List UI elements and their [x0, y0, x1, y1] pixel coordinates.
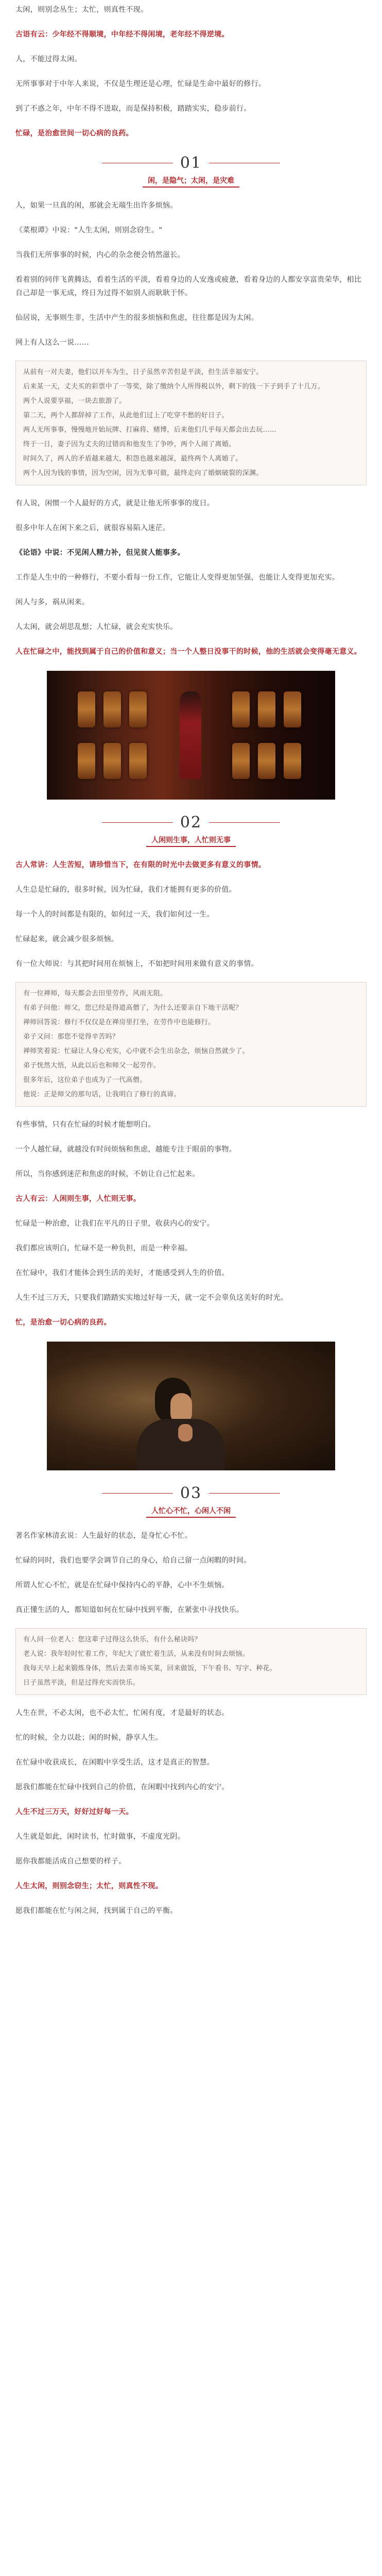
paragraph: 网上有人这么一说……: [15, 338, 89, 347]
photo-figure: [180, 691, 201, 779]
paragraph: 人太闲，就会胡思乱想；人忙碌，就会充实快乐。: [15, 623, 178, 631]
quote-line: 禅师笑着说：忙碌让人身心充实，心中就不会生出杂念，烦恼自然就少了。: [23, 1047, 249, 1055]
paragraph: 人生就是如此，闲时读书，忙时做事，不虚度光阴。: [15, 1833, 185, 1841]
section2-paras-b: [15, 1118, 367, 1329]
paragraph: 愿你我都能活成自己想要的样子。: [15, 1857, 126, 1866]
quote-line: 后来某一天，丈夫买的彩票中了一等奖，除了缴纳个人所得税以外，剩下的钱一下子到手了十几万。: [23, 383, 325, 391]
quote-line: 弟子又问：那您不觉得辛苦吗？: [23, 1033, 119, 1041]
paragraph: 当我们无所事事的时候，内心的杂念便会悄然滋长。: [15, 251, 185, 259]
paragraph-highlight: 忙，是治愈一切心病的良药。: [15, 1318, 111, 1327]
story-quote-box: [15, 361, 367, 485]
photo-praying-woman: [47, 1342, 335, 1470]
paragraph: 有一位大师说：与其把时间用在烦恼上，不如把时间用来做有意义的事情。: [15, 960, 258, 968]
paragraph: 很多中年人在闲下来之后，就很容易陷入迷茫。: [15, 524, 170, 532]
quote-line: 两人无所事事，慢慢地开始玩牌、打麻将、赌博，后来他们几乎每天都会出去玩……: [23, 426, 277, 434]
quote-line: 禅师回答说：修行不仅仅是在禅房里打坐，在劳作中也能修行。: [23, 1019, 215, 1026]
paragraph: 人生总是忙碌的，很多时候，因为忙碌，我们才能拥有更多的价值。: [15, 886, 236, 894]
section3-paras-b: [15, 1706, 367, 1918]
section-subtitle: 人忙心不忙，心闲人不闲: [146, 1503, 236, 1518]
quote-line: 很多年后，这位弟子也成为了一代高僧。: [23, 1076, 147, 1084]
divider-line: [209, 1493, 280, 1494]
paragraph: 真正懂生活的人，都知道如何在忙碌中找到平衡，在紧张中寻找快乐。: [15, 1606, 244, 1614]
quote-line: 弟子恍然大悟，从此以后也和师父一起劳作。: [23, 1062, 161, 1070]
article-body: [0, 3, 382, 1918]
paragraph: 闲人与多，祸从闲来。: [15, 598, 89, 606]
paragraph: 有人说，闲惯一个人最好的方式，就是让他无所事事的度日。: [15, 499, 215, 507]
quote-line: 日子虽然平淡，但是过得充实而快乐。: [23, 1679, 140, 1687]
paragraph: 忙碌的同时，我们也要学会调节自己的身心，给自己留一点闲暇的时间。: [15, 1556, 251, 1565]
paragraph: 所以，当你感到迷茫和焦虑的时候，不妨让自己忙起来。: [15, 1170, 200, 1178]
paragraph: 人，如果一旦真的闲，那就会无端生出许多烦恼。: [15, 201, 178, 210]
paragraph: 看着别的同伴飞黄腾达，看着生活的平淡，看着身边的人安逸或疲惫，看着身边的人都安享富贵荣华，相比自己却是一事无成，终日为过得不如别人而耿耿于怀。: [15, 276, 362, 297]
section-header-01: [15, 152, 367, 188]
paragraph: 每一个人的时间都是有限的，如何过一天，我们如何过一生。: [15, 910, 215, 919]
paragraph-highlight: 人生太闲，则别念窃生；太忙，则真性不现。: [15, 1882, 163, 1890]
paragraph: 在忙碌中，我们才能体会到生活的美好，才能感受到人生的价值。: [15, 1269, 229, 1277]
paragraph: 工作是人生中的一种修行，不要小看每一份工作，它能让人变得更加坚强，也能让人变得更加充实。: [15, 573, 340, 582]
quote-line: 第二天，两个人都辞掉了工作，从此他们过上了吃穿不愁的好日子。: [23, 412, 229, 419]
paragraph: 仙居说，无事则生非，生活中产生的很多烦恼和焦虑，往往都是因为太闲。: [15, 314, 258, 322]
paragraph-highlight: 古人常讲：人生苦短，请珍惜当下，在有限的时光中去做更多有意义的事情。: [15, 861, 266, 869]
story-quote-box: [15, 1628, 367, 1695]
quote-line: 时间久了，两人的矛盾越来越大，积怨也越来越深，最终两个人离婚了。: [23, 455, 242, 463]
paragraph: 有些事情，只有在忙碌的时候才能想明白。: [15, 1121, 155, 1129]
paragraph-highlight: 人在忙碌之中，能找到属于自己的价值和意义；当一个人整日没事干的时候，他的生活就会变得毫无意义。: [15, 648, 362, 656]
paragraph: 愿我们都能在忙碌中找到自己的价值，在闲暇中找到内心的安宁。: [15, 1783, 229, 1791]
paragraph: 一个人越忙碌，就越没有时间烦恼和焦虑，越能专注于眼前的事物。: [15, 1145, 236, 1154]
quote-line: 两个人说要享福，一块去旅游了。: [23, 397, 126, 405]
quote-line: 有一位禅师，每天都会去田里劳作，风雨无阻。: [23, 990, 167, 997]
divider-line: [209, 822, 280, 823]
paragraph: 《菜根谭》中说："人生太闲，则别念窃生。": [15, 226, 163, 234]
intro-paragraph: 人，不能过得太闲。: [15, 55, 82, 63]
section3-paras-a: [15, 1529, 367, 1617]
paragraph: 我们都应该明白，忙碌不是一种负担，而是一种幸福。: [15, 1244, 193, 1252]
intro-quote: 古语有云：少年经不得顺境，中年经不得闲境，老年经不得逆境。: [15, 30, 229, 39]
divider-line: [102, 1493, 173, 1494]
quote-line: 两个人因为钱的事情，因为空闲，因为无事可做，最终走向了婚姻破裂的深渊。: [23, 469, 263, 477]
paragraph: 愿我们都能在忙与闲之间，找到属于自己的平衡。: [15, 1907, 178, 1915]
section2-paras-a: [15, 858, 367, 971]
paragraph: 忙碌起来，就会减少很多烦恼。: [15, 935, 119, 943]
paragraph: 著名作家林清玄说：人生最好的状态，是身忙心不忙。: [15, 1532, 193, 1540]
section-subtitle: 闲，是隐气；太闲，是灾难: [143, 173, 239, 188]
quote-line: 他说：正是师父的那句话，让我明白了修行的真谛。: [23, 1091, 181, 1098]
paragraph: 在忙碌中收获成长，在闲暇中享受生活，这才是真正的智慧。: [15, 1758, 215, 1767]
paragraph-highlight: 《论语》中说：不见闲人精力补，但见贫人能事多。: [15, 549, 185, 557]
paragraph: 忙碌是一种治愈，让我们在平凡的日子里，收获内心的安宁。: [15, 1219, 215, 1228]
paragraph: 所谓人忙心不忙，就是在忙碌中保持内心的平静，心中不生烦恼。: [15, 1581, 229, 1589]
paragraph: 人生不过三万天，只要我们踏踏实实地过好每一天，就一定不会辜负这美好的时光。: [15, 1294, 288, 1302]
section1-paras-a: [15, 199, 367, 349]
paragraph: 忙的时候，全力以赴；闲的时候，静享人生。: [15, 1734, 163, 1742]
section-number: 02: [180, 813, 202, 832]
section1-paras-b: [15, 497, 367, 658]
story-quote-box: [15, 982, 367, 1107]
section-number: 03: [180, 1484, 202, 1502]
quote-line: 老人说：我年轻时忙着工作，年纪大了就忙着生活，从来没有时间去烦恼。: [23, 1650, 249, 1658]
photo-prayer-wheels: [47, 671, 335, 800]
quote-line: 有人问一位老人：您这辈子过得这么快乐，有什么秘诀吗？: [23, 1636, 201, 1643]
intro-paragraph: 太闲，则别念丛生；太忙，则真性不现。: [15, 6, 148, 14]
intro-paragraph: 无所事事对于中年人来说，不仅是生理还是心理，忙碌是生命中最好的修行。: [15, 80, 266, 88]
paragraph-highlight: 古人有云：人闲则生事，人忙则无事。: [15, 1195, 141, 1203]
intro-highlight: 忙碌，是治愈世间一切心病的良药。: [15, 129, 133, 138]
quote-line: 我每天早上起来锻炼身体，然后去菜市场买菜，回来做饭，下午看书、写字、种花。: [23, 1665, 277, 1672]
quote-line: 有弟子问他：师父，您已经是得道高僧了，为什么还要亲自下地干活呢？: [23, 1004, 242, 1012]
quote-line: 终于一日，妻子因为丈夫的过错而和他发生了争吵，两个人闹了离婚。: [23, 440, 236, 448]
paragraph: 人生在世，不必太闲，也不必太忙，忙闲有度，才是最好的状态。: [15, 1709, 229, 1717]
section-header-03: [15, 1483, 367, 1518]
section-subtitle: 人闲则生事，人忙则无事: [146, 833, 236, 847]
divider-line: [102, 822, 173, 823]
quote-line: 从前有一对夫妻，他们以开车为生，日子虽然辛苦但是平淡，但生活幸福安宁。: [23, 368, 263, 376]
intro-paragraph: 到了不惑之年，中年不得不进取，而是保持积极，踏踏实实，稳步前行。: [15, 105, 251, 113]
paragraph-highlight: 人生不过三万天，好好过好每一天。: [15, 1808, 133, 1816]
article-page: [0, 3, 382, 2576]
section-number: 01: [180, 154, 202, 172]
section-header-02: [15, 812, 367, 847]
